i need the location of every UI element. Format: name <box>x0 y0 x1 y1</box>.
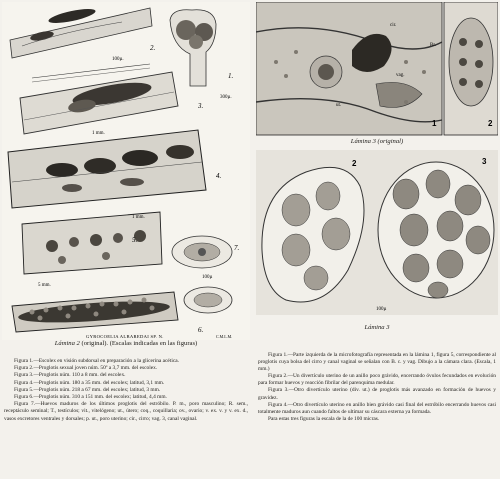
lamina-2-drawing <box>2 2 250 340</box>
species-caption: GYROCOELIA ALBAREDAI SP. N. <box>86 334 164 339</box>
figure-5-drawing <box>22 212 162 274</box>
lamina-3-top-photos <box>256 2 498 137</box>
legend-item: Figura 1.—Parte izquierda de la microfotografía representada en la lámina 1, figura 5, correspondiente al proglotis cuya bolsa del cirro y canal vaginal se señalan con B. c. y vag. Dibujo a la cámara clara. (Escala, 1 mm.) <box>258 352 496 373</box>
scale-label: 100µ. <box>112 57 124 62</box>
credit-label: C.M.L.M. <box>216 334 233 339</box>
fig-number: 1. <box>228 72 234 80</box>
figure-3-drawing <box>20 72 178 134</box>
scale-label: 100µ <box>376 307 387 312</box>
legend-item: Figura 4.—Proglotis núm. 180 a 35 mm. del escolex; latitud, 3,1 mm. <box>14 379 165 386</box>
lamina-2-title: Lámina 2 <box>54 340 80 347</box>
fig-number: 2. <box>150 44 156 52</box>
scale-label: 1 mm. <box>92 131 105 136</box>
lamina-2-caption-rest: (original). (Escalas indicadas en las figuras) <box>81 340 198 347</box>
legend-item: Figura 3.—Otro divertículo uterino (div. ut.) de proglotis más avanzado en formación de huevos y gravidez. <box>258 387 496 401</box>
figure-2-drawing <box>10 6 152 58</box>
fig-number: 3. <box>198 102 204 110</box>
photo-label: 2 <box>488 119 493 128</box>
photo-label: 2 <box>352 159 357 168</box>
legend-item: Figura 2.—Proglotis sexual joven núm. 50º a 3,7 mm. del escolex. <box>14 365 158 372</box>
left-figure-legend <box>4 358 248 423</box>
fig-number: 7. <box>234 244 240 252</box>
lamina-3-label: Lámina 3 <box>364 324 390 331</box>
lamina-3-bottom-photos <box>256 150 498 315</box>
legend-item: Figura 1.—Escolex en visión subdorsal en preparación a la glicerina acética. <box>14 358 179 364</box>
photo-label: vag. <box>396 73 405 78</box>
fig-number: 6. <box>198 326 204 334</box>
figure-1-drawing <box>170 10 216 86</box>
fig-number: 5. <box>132 236 138 244</box>
left-column <box>2 2 250 477</box>
lamina-3-original-caption: Lámina 3 (original) <box>350 138 404 145</box>
lamina-2-caption <box>2 340 250 348</box>
photo-label: Br. <box>430 43 436 48</box>
scale-label: 1 mm. <box>132 215 145 220</box>
top-photo-drawing <box>256 2 498 137</box>
legend-item: Figura 2.—Un divertículo uterino de un anillo poco grávido, encerrando óvulos fecundados en evolución para formar huevos y reacción fibrilar del parenquima medular. <box>258 373 496 387</box>
photo-label: 3 <box>482 157 487 166</box>
legend-item: Figura 3.—Proglotis núm. 110 a 8 mm. del escolex. <box>14 372 126 379</box>
scale-label: 5 mm. <box>38 283 51 288</box>
figure-6-drawing <box>12 292 178 332</box>
legend-item: Figura 4.—Otro divertículo uterino en anillo bien grávido casi final del estróbilo encerrando huevos casi totalmente maduros aun cuando faltos de ultimar su cáscara externa ya formada. <box>258 401 496 415</box>
lamina-2-plate <box>2 2 250 340</box>
right-figure-legend <box>258 352 496 423</box>
legend-item: Figura 6.—Proglotis núm. 310 a 151 mm. del escolex; latitud, 4,4 mm. <box>14 394 167 401</box>
bottom-photo-drawing <box>256 150 498 315</box>
scale-label: 300µ. <box>220 95 232 100</box>
fig-number: 4. <box>216 172 222 180</box>
legend-item: Figura 7.—Huevos maduros de los últimos proglotis del estróbilo. P. m., poro masculino; R. sem., receptáculo seminal; T., testículos; vit., vitelógeno; ut., útero; coq., coquillaria; ov., ovario; v. ex. v. y v. ex. d., vasos excretores ventrales y dorsales; p. ut., poro uterino; cir., cirro; vag. 3, canal vaginal. <box>4 401 248 422</box>
photo-label: 1 <box>432 119 437 128</box>
scale-label: 100µ <box>202 275 213 280</box>
photo-label: cir. <box>390 23 397 28</box>
right-column <box>256 2 498 477</box>
figure-4-drawing <box>8 130 206 208</box>
photo-label: ut. <box>336 103 342 108</box>
legend-item: Para estas tres figuras la escala de la de 100 micras. <box>268 415 380 422</box>
legend-item: Figura 5.—Proglotis núm. 218 a 67 mm. del escolex; latitud, 3 mm. <box>14 386 161 393</box>
